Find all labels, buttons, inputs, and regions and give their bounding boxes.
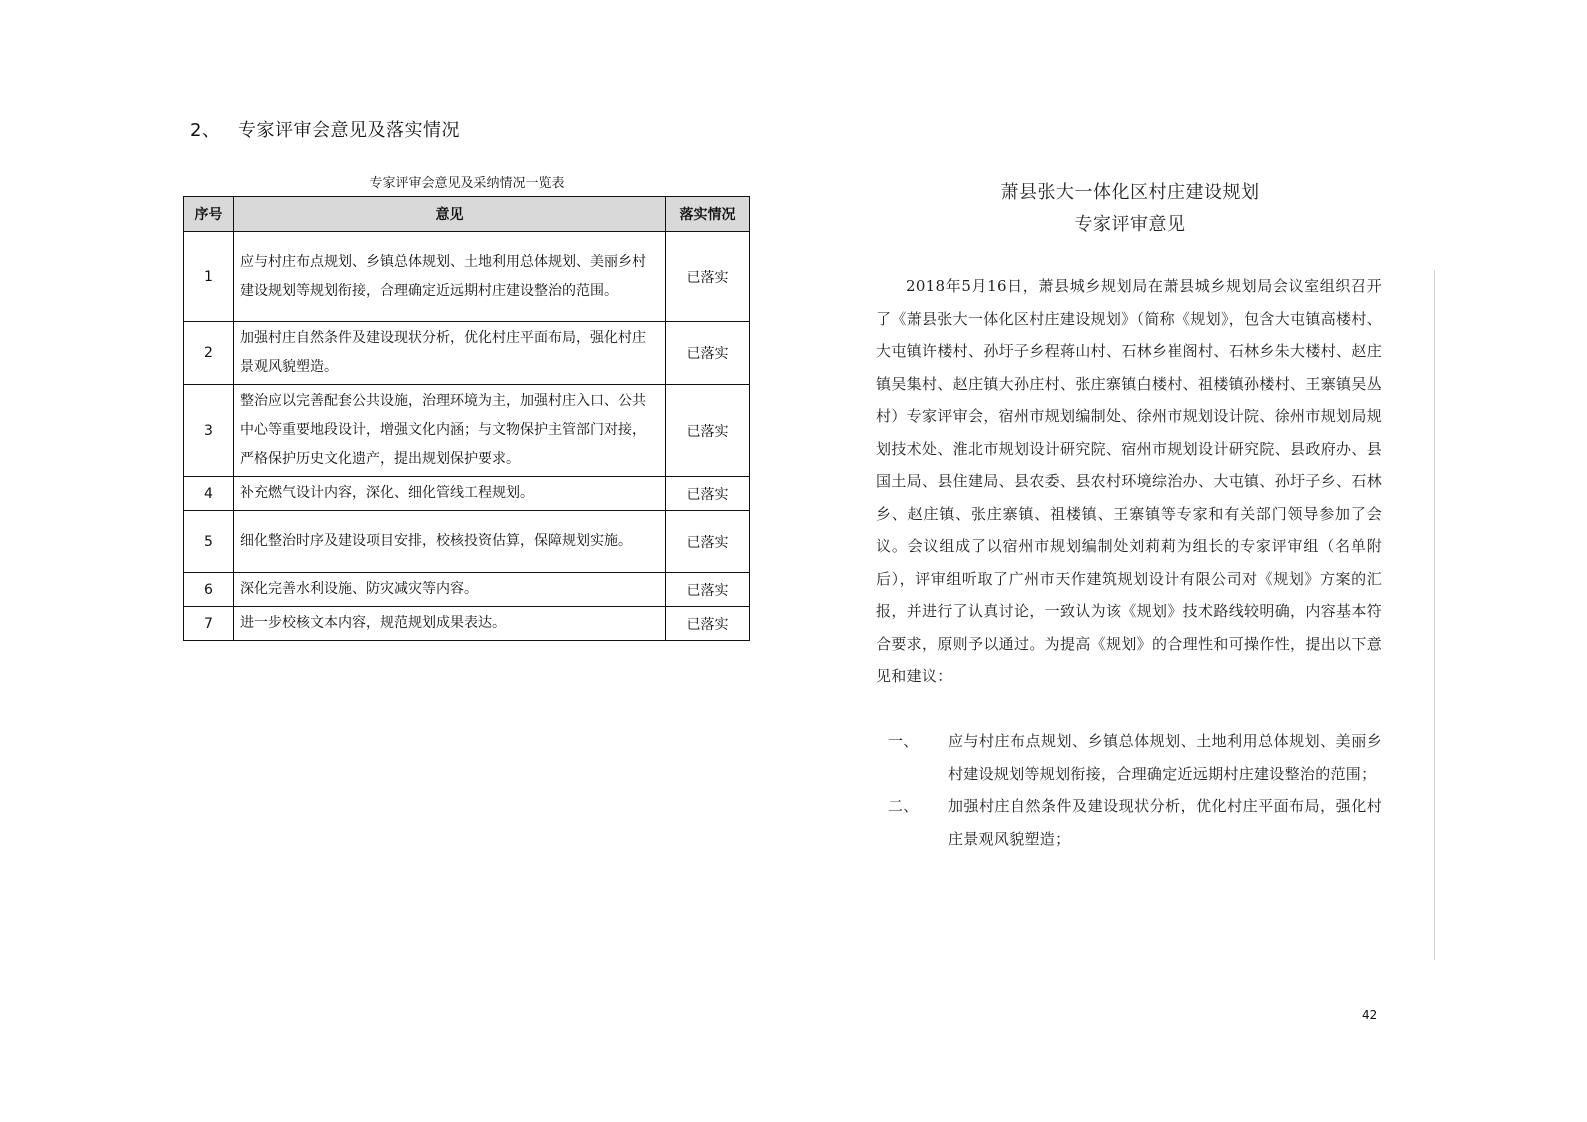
row-status: 已落实: [666, 511, 750, 573]
row-status: 已落实: [666, 573, 750, 607]
table-row: [184, 232, 750, 322]
row-number: 3: [184, 385, 234, 477]
row-number: 5: [184, 511, 234, 573]
header-status: 落实情况: [666, 197, 750, 232]
row-number: 6: [184, 573, 234, 607]
row-status: 已落实: [666, 385, 750, 477]
row-status: 已落实: [666, 477, 750, 511]
row-number: 2: [184, 322, 234, 385]
document-title: 萧县张大一体化区村庄建设规划: [1000, 182, 1260, 203]
row-opinion: 应与村庄布点规划、乡镇总体规划、土地利用总体规划、美丽乡村建设规划等规划衔接，合理确定近远期村庄建设整治的范围。: [234, 232, 666, 322]
row-opinion: 进一步校核文本内容，规范规划成果表达。: [234, 607, 666, 641]
table-row: [184, 607, 750, 641]
list-item: [876, 725, 1382, 790]
row-opinion: 加强村庄自然条件及建设现状分析，优化村庄平面布局，强化村庄景观风貌塑造。: [234, 322, 666, 385]
list-item-text: 应与村庄布点规划、乡镇总体规划、土地利用总体规划、美丽乡村建设规划等规划衔接，合理确定近远期村庄建设整治的范围；: [948, 732, 1382, 783]
table-header-row: [184, 197, 750, 232]
section-number: 2、: [190, 120, 221, 141]
section-heading: [190, 116, 460, 142]
row-status: 已落实: [666, 607, 750, 641]
review-table: [183, 196, 750, 641]
list-item-marker-wrap: [876, 725, 948, 790]
document-subtitle: 专家评审意见: [1074, 214, 1186, 235]
scanned-review-document: [830, 100, 1440, 960]
row-opinion: 补充燃气设计内容，深化、细化管线工程规划。: [234, 477, 666, 511]
table-row: [184, 385, 750, 477]
list-item-marker: 一、: [888, 732, 919, 750]
table-row: [184, 573, 750, 607]
header-opinion: 意见: [234, 197, 666, 232]
list-item-marker: 二、: [888, 797, 919, 815]
scan-edge-line: [1434, 270, 1435, 960]
document-body-paragraph: 2018年5月16日，萧县城乡规划局在萧县城乡规划局会议室组织召开了《萧县张大一体化区村庄建设规划》（简称《规划》，包含大屯镇高楼村、大屯镇许楼村、孙圩子乡程蒋山村、石林乡崔阁村、石林乡朱大楼村、赵庄镇吴集村、赵庄镇大孙庄村、张庄寨镇白楼村、祖楼镇孙楼村、王寨镇吴丛村）专家评审会，宿州市规划编制处、徐州市规划设计院、徐州市规划局规划技术处、淮北市规划设计研究院、宿州市规划设计研究院、县政府办、县国土局、县住建局、县农委、县农村环境综治办、大屯镇、孙圩子乡、石林乡、赵庄镇、张庄寨镇、祖楼镇、王寨镇等专家和有关部门领导参加了会议。会议组成了以宿州市规划编制处刘莉莉为组长的专家评审组（名单附后），评审组听取了广州市天作建筑规划设计有限公司对《规划》方案的汇报，并进行了认真讨论，一致认为该《规划》技术路线较明确，内容基本符合要求，原则予以通过。为提高《规划》的合理性和可操作性，提出以下意见和建议：: [876, 277, 1382, 685]
row-number: 1: [184, 232, 234, 322]
table-row: [184, 322, 750, 385]
list-item: [876, 790, 1382, 855]
section-title: 专家评审会意见及落实情况: [238, 120, 460, 141]
row-number: 4: [184, 477, 234, 511]
list-item-marker-wrap: [876, 790, 948, 855]
row-status: 已落实: [666, 232, 750, 322]
header-no: 序号: [184, 197, 234, 232]
row-opinion: 深化完善水利设施、防灾减灾等内容。: [234, 573, 666, 607]
table-caption: 专家评审会意见及采纳情况一览表: [369, 176, 565, 191]
row-number: 7: [184, 607, 234, 641]
opinion-list: [876, 725, 1382, 855]
row-status: 已落实: [666, 322, 750, 385]
table-row: [184, 477, 750, 511]
table-row: [184, 511, 750, 573]
row-opinion: 细化整治时序及建设项目安排，校核投资估算，保障规划实施。: [234, 511, 666, 573]
list-item-text: 加强村庄自然条件及建设现状分析，优化村庄平面布局，强化村庄景观风貌塑造；: [948, 797, 1382, 848]
page-number: 42: [1362, 1008, 1378, 1022]
row-opinion: 整治应以完善配套公共设施，治理环境为主，加强村庄入口、公共中心等重要地段设计，增强文化内涵；与文物保护主管部门对接，严格保护历史文化遗产，提出规划保护要求。: [234, 385, 666, 477]
